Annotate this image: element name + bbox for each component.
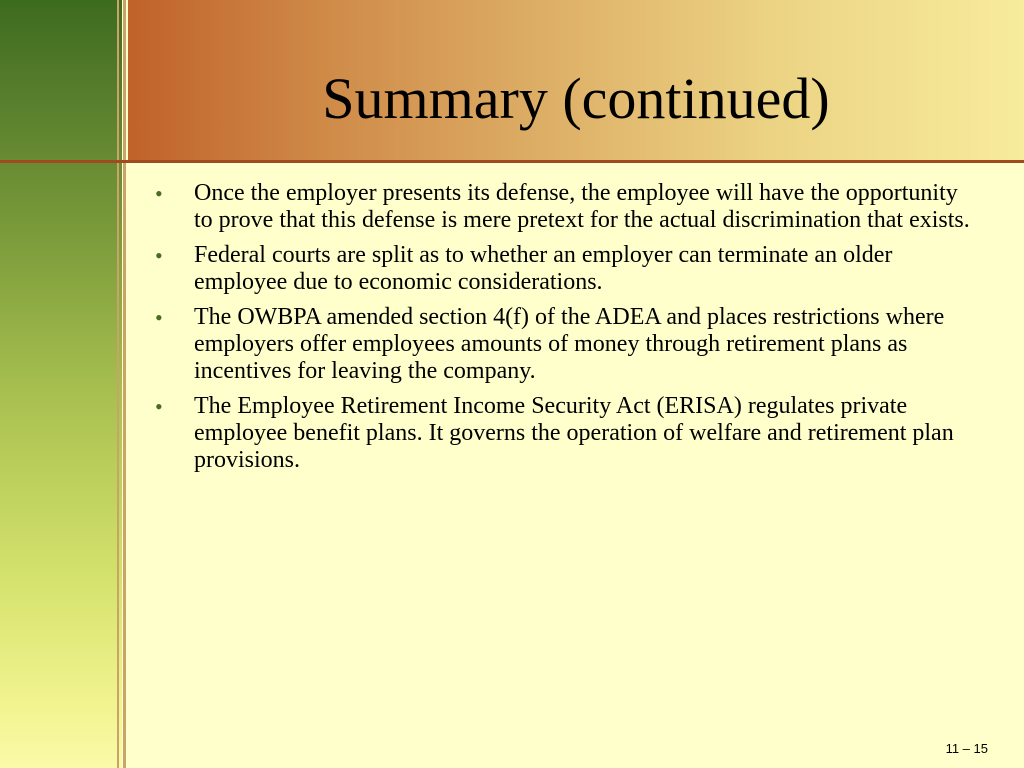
bullet-item	[155, 180, 975, 234]
bullet-marker: •	[155, 394, 163, 419]
bullet-text: The OWBPA amended section 4(f) of the ADEA and places restrictions where employers offer employees amounts of money through retirement plans as incentives for leaving the company.	[194, 304, 945, 384]
header-rule	[0, 160, 1024, 163]
bullet-marker: •	[155, 243, 163, 268]
bullet-marker: •	[155, 305, 163, 330]
page-number: 11 – 15	[945, 741, 988, 756]
bullet-item	[155, 242, 975, 296]
bullet-item	[155, 304, 975, 385]
bullet-list	[155, 180, 975, 482]
bullet-text: The Employee Retirement Income Security Act (ERISA) regulates private employee benefit plans. It governs the operation of welfare and retirement plan provisions.	[194, 393, 954, 473]
bullet-marker: •	[155, 181, 163, 206]
bullet-text: Once the employer presents its defense, the employee will have the opportunity to prove that this defense is mere pretext for the actual discrimination that exists.	[194, 180, 970, 233]
slide-title: Summary (continued)	[322, 66, 830, 131]
bullet-item	[155, 393, 975, 474]
bullet-text: Federal courts are split as to whether an employer can terminate an older employee due to economic considerations.	[194, 242, 893, 295]
